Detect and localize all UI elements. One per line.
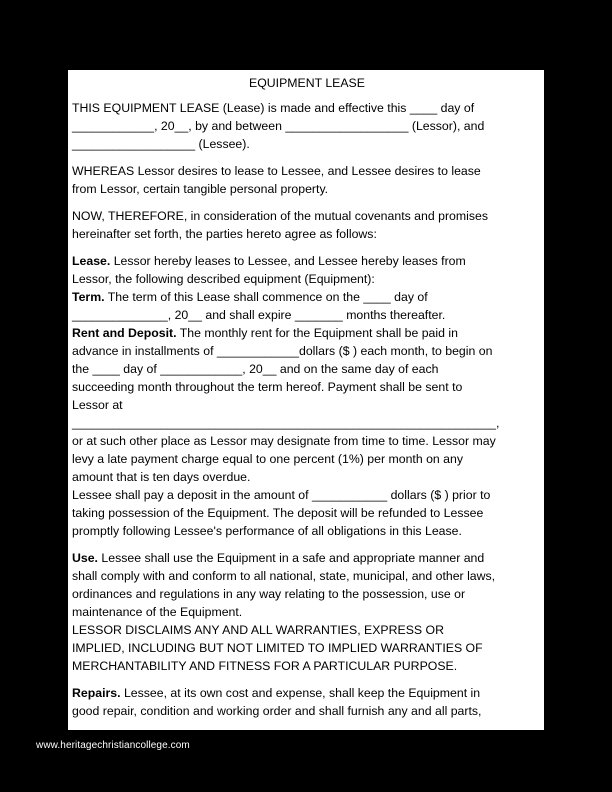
use-line: LESSOR DISCLAIMS ANY AND ALL WARRANTIES, EXPRESS OR bbox=[72, 623, 444, 637]
document-body bbox=[72, 74, 542, 720]
whereas-line: WHEREAS Lessor desires to lease to Lessee, and Lessee desires to lease bbox=[72, 164, 481, 178]
rent-line: advance in installments of ____________dollars ($ ) each month, to begin on bbox=[72, 344, 493, 358]
now-therefore-line: hereinafter set forth, the parties hereto agree as follows: bbox=[72, 227, 377, 241]
lease-heading: Lease. bbox=[72, 254, 111, 268]
use-text: Lessee shall use the Equipment in a safe and appropriate manner and bbox=[97, 551, 485, 565]
use-line: MERCHANTABILITY AND FITNESS FOR A PARTICULAR PURPOSE. bbox=[72, 659, 458, 673]
now-therefore-line: NOW, THEREFORE, in consideration of the mutual covenants and promises bbox=[72, 209, 488, 223]
rent-text: The monthly rent for the Equipment shall be paid in bbox=[176, 326, 458, 340]
lease-line bbox=[72, 252, 542, 270]
watermark-url: www.heritagechristiancollege.com bbox=[36, 740, 190, 751]
rent-line: promptly following Lessee's performance of all obligations in this Lease. bbox=[72, 524, 462, 538]
use-line: IMPLIED, INCLUDING BUT NOT LIMITED TO IMPLIED WARRANTIES OF bbox=[72, 641, 483, 655]
use-heading: Use. bbox=[72, 551, 98, 565]
repairs-section bbox=[72, 684, 542, 720]
intro-line: ____________, 20__, by and between __________________ (Lessor), and bbox=[72, 119, 485, 133]
term-line: ______________, 20__ and shall expire _______ months thereafter. bbox=[72, 308, 446, 322]
lease-section bbox=[72, 252, 542, 288]
use-line: maintenance of the Equipment. bbox=[72, 605, 243, 619]
rent-section bbox=[72, 324, 542, 540]
term-text: The term of this Lease shall commence on the ____ day of bbox=[104, 290, 428, 304]
rent-line: or at such other place as Lessor may designate from time to time. Lessor may bbox=[72, 434, 496, 448]
rent-line bbox=[72, 324, 542, 342]
rent-line: Lessee shall pay a deposit in the amount of ___________ dollars ($ ) prior to bbox=[72, 488, 491, 502]
repairs-heading: Repairs. bbox=[72, 686, 121, 700]
repairs-text: Lessee, at its own cost and expense, shall keep the Equipment in bbox=[120, 686, 481, 700]
rent-line: the ____ day of ____________, 20__ and on the same day of each bbox=[72, 362, 439, 376]
repairs-line bbox=[72, 684, 542, 702]
document-title: EQUIPMENT LEASE bbox=[249, 76, 365, 90]
document-page bbox=[68, 70, 544, 730]
rent-line: Lessor at bbox=[72, 398, 123, 412]
rent-heading: Rent and Deposit. bbox=[72, 326, 177, 340]
use-section bbox=[72, 549, 542, 675]
repairs-line: good repair, condition and working order and shall furnish any and all parts, bbox=[72, 704, 482, 718]
whereas-line: from Lessor, certain tangible personal property. bbox=[72, 182, 329, 196]
intro-line: THIS EQUIPMENT LEASE (Lease) is made and effective this ____ day of bbox=[72, 101, 475, 115]
use-line: shall comply with and conform to all national, state, municipal, and other laws, bbox=[72, 569, 496, 583]
rent-line: levy a late payment charge equal to one percent (1%) per month on any bbox=[72, 452, 464, 466]
rent-line: taking possession of the Equipment. The deposit will be refunded to Lessee bbox=[72, 506, 484, 520]
whereas-paragraph bbox=[72, 162, 542, 198]
rent-line: ______________________________________________________________, bbox=[72, 416, 500, 430]
term-section bbox=[72, 288, 542, 324]
term-heading: Term. bbox=[72, 290, 105, 304]
lease-line: Lessor, the following described equipment (Equipment): bbox=[72, 272, 375, 286]
lease-text: Lessor hereby leases to Lessee, and Lessee hereby leases from bbox=[110, 254, 466, 268]
intro-paragraph bbox=[72, 99, 542, 153]
intro-line: __________________ (Lessee). bbox=[72, 137, 250, 151]
use-line: ordinances and regulations in any way relating to the possession, use or bbox=[72, 587, 466, 601]
rent-line: succeeding month throughout the term hereof. Payment shall be sent to bbox=[72, 380, 463, 394]
term-line bbox=[72, 288, 542, 306]
now-therefore-paragraph bbox=[72, 207, 542, 243]
use-line bbox=[72, 549, 542, 567]
rent-line: amount that is ten days overdue. bbox=[72, 470, 251, 484]
